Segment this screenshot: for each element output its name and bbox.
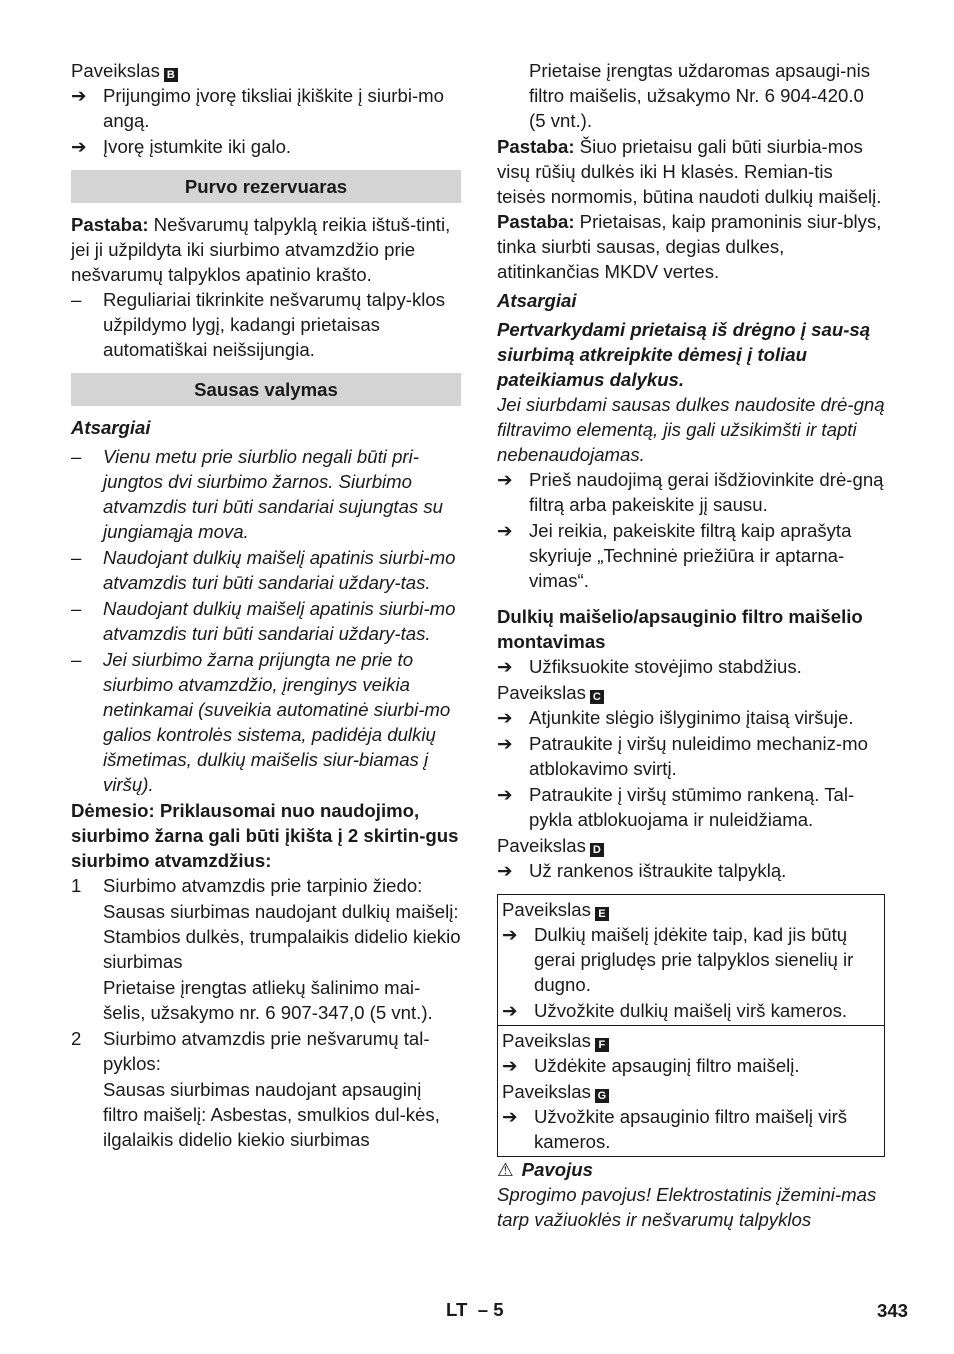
arrow-icon: ➔ bbox=[502, 1106, 518, 1127]
list-item: ➔ Prijungimo įvorę tiksliai įkiškite į siurbi-mo angą. bbox=[71, 85, 444, 131]
page-number: 343 bbox=[877, 1300, 909, 1321]
instruction-box bbox=[497, 894, 885, 1157]
figure-ref-b: Paveikslas B bbox=[71, 58, 461, 83]
arrow-icon: ➔ bbox=[497, 784, 513, 805]
arrow-icon: ➔ bbox=[502, 1000, 518, 1021]
danger-label: ⚠ Pavojus bbox=[497, 1159, 593, 1180]
left-column bbox=[71, 58, 461, 1153]
sub-paragraph: Prietaise įrengtas atliekų šalinimo mai-šelis, užsakymo nr. 6 907-347,0 (5 vnt.). bbox=[103, 977, 433, 1023]
dash-marker: – bbox=[71, 289, 82, 310]
figure-ref-f: Paveikslas F bbox=[502, 1028, 880, 1053]
arrow-icon: ➔ bbox=[497, 656, 513, 677]
arrow-icon: ➔ bbox=[71, 136, 87, 157]
list-item: ➔ Uždėkite apsauginį filtro maišelį. bbox=[502, 1055, 800, 1076]
note-paragraph: Pastaba: Prietaisas, kaip pramoninis siur-blys, tinka siurbti sausas, degias dulkes, atitinkančias MKDV vertes. bbox=[497, 211, 882, 282]
note-paragraph: Pastaba: Nešvarumų talpyklą reikia ištuš-tinti, jei ji užpildyta iki siurbimo atvamzdžio prie nešvarumų talpyklos apatinio krašto. bbox=[71, 214, 451, 285]
list-item: ➔ Patraukite į viršų nuleidimo mechaniz-mo atblokavimo svirtį. bbox=[497, 733, 868, 779]
attention-paragraph: Dėmesio: Priklausomai nuo naudojimo, siurbimo žarna gali būti įkišta į 2 skirtin-gus siurbimo atvamzdžius: bbox=[71, 800, 459, 871]
caution-label: Atsargiai bbox=[71, 417, 151, 438]
warning-triangle-icon: ⚠ bbox=[497, 1159, 514, 1180]
note-paragraph: Pastaba: Šiuo prietaisu gali būti siurbia-mos visų rūšių dulkės iki H klasės. Remian-tis teisės normomis, būtina naudoti dulkių maišelį. bbox=[497, 136, 882, 207]
figure-key-b: B bbox=[164, 68, 178, 82]
right-column bbox=[497, 58, 885, 1232]
figure-ref-e: Paveikslas E bbox=[502, 897, 880, 922]
figure-ref-d: Paveikslas D bbox=[497, 833, 885, 858]
arrow-icon: ➔ bbox=[497, 520, 513, 541]
arrow-icon: ➔ bbox=[497, 469, 513, 490]
danger-text: Sprogimo pavojus! Elektrostatinis įžemini-mas tarp važiuoklės ir nešvarumų talpyklos bbox=[497, 1184, 877, 1230]
figure-key-e: E bbox=[595, 907, 609, 921]
list-item: ➔ Užvožkite dulkių maišelį virš kameros. bbox=[502, 1000, 848, 1021]
caution-label: Atsargiai bbox=[497, 290, 577, 311]
list-item: ➔ Užvožkite apsauginio filtro maišelį virš kameros. bbox=[502, 1106, 848, 1152]
sub-paragraph: Sausas siurbimas naudojant dulkių maišelį: Stambios dulkės, trumpalaikis didelio kiekio siurbimas bbox=[103, 901, 461, 972]
list-item: ➔ Dulkių maišelį įdėkite taip, kad jis būtų gerai prigludęs prie talpyklos sienelių ir dugno. bbox=[502, 924, 854, 995]
dash-marker: – bbox=[71, 547, 82, 568]
figure-ref-c: Paveikslas C bbox=[497, 680, 885, 705]
list-item: ➔ Užfiksuokite stovėjimo stabdžius. bbox=[497, 656, 802, 677]
arrow-icon: ➔ bbox=[71, 85, 87, 106]
list-item: – Jei siurbimo žarna prijungta ne prie to siurbimo atvamzdžio, įrenginys veikia netinkamai (suveikia automatinė siurbi-mo galios kontrolės sistema, padidėja dulkių išmetimas, dulkių maišelis siur-biamas į viršų). bbox=[71, 649, 451, 795]
figure-ref-g: Paveikslas G bbox=[502, 1079, 880, 1104]
footer-language-marker: LT – 5 bbox=[446, 1299, 504, 1320]
list-item: ➔ Už rankenos ištraukite talpyklą. bbox=[497, 860, 787, 881]
item-number: 2 bbox=[71, 1028, 82, 1049]
list-item: – Vienu metu prie siurblio negali būti pri-jungtos dvi siurbimo žarnos. Siurbimo atvamzdis turi būti sandariai sujungtas su jungiamąja mova. bbox=[71, 446, 444, 542]
dash-marker: – bbox=[71, 649, 82, 670]
sub-paragraph: Prietaise įrengtas uždaromas apsaugi-nis filtro maišelis, užsakymo Nr. 6 904-420.0 (5 vnt.). bbox=[529, 60, 871, 131]
caution-heading: Pertvarkydami prietaisą iš drėgno į sau-są siurbimą atkreipkite dėmesį į toliau pateikiamus dalykus. bbox=[497, 319, 871, 390]
box-section-e bbox=[498, 895, 884, 1025]
figure-key-d: D bbox=[590, 843, 604, 857]
list-item: ➔ Įvorę įstumkite iki galo. bbox=[71, 136, 292, 157]
arrow-icon: ➔ bbox=[502, 924, 518, 945]
figure-key-c: C bbox=[590, 690, 604, 704]
list-item: – Reguliariai tikrinkite nešvarumų talpy-klos užpildymo lygį, kadangi prietaisas automatiškai neišsijungia. bbox=[71, 289, 446, 360]
dash-marker: – bbox=[71, 598, 82, 619]
sub-paragraph: Sausas siurbimas naudojant apsauginį filtro maišelį: Asbestas, smulkios dul-kės, ilgalaikis didelio kiekio siurbimas bbox=[103, 1079, 440, 1150]
box-section-fg bbox=[498, 1025, 884, 1156]
list-item: ➔ Atjunkite slėgio išlyginimo įtaisą viršuje. bbox=[497, 707, 854, 728]
arrow-icon: ➔ bbox=[497, 860, 513, 881]
arrow-icon: ➔ bbox=[502, 1055, 518, 1076]
section-heading-sausas: Sausas valymas bbox=[71, 373, 461, 406]
dash-marker: – bbox=[71, 446, 82, 467]
numbered-item: 1 Siurbimo atvamzdis prie tarpinio žiedo: bbox=[71, 875, 423, 896]
list-item: ➔ Patraukite į viršų stūmimo rankeną. Tal-pykla atblokuojama ir nuleidžiama. bbox=[497, 784, 855, 830]
item-number: 1 bbox=[71, 875, 82, 896]
numbered-item: 2 Siurbimo atvamzdis prie nešvarumų tal-pyklos: bbox=[71, 1028, 430, 1074]
figure-key-g: G bbox=[595, 1089, 609, 1103]
list-item: ➔ Jei reikia, pakeiskite filtrą kaip aprašyta skyriuje „Techninė priežiūra ir aptarna-vimas“. bbox=[497, 520, 852, 591]
section-heading-purvo: Purvo rezervuaras bbox=[71, 170, 461, 203]
arrow-icon: ➔ bbox=[497, 733, 513, 754]
list-item: ➔ Prieš naudojimą gerai išdžiovinkite drė-gną filtrą arba pakeiskite jį sausu. bbox=[497, 469, 884, 515]
list-item: – Naudojant dulkių maišelį apatinis siurbi-mo atvamzdis turi būti sandariai uždary-tas. bbox=[71, 547, 456, 593]
figure-key-f: F bbox=[595, 1038, 609, 1052]
arrow-icon: ➔ bbox=[497, 707, 513, 728]
subsection-heading: Dulkių maišelio/apsauginio filtro maišelio montavimas bbox=[497, 606, 863, 652]
caution-text: Jei siurbdami sausas dulkes naudosite drė-gną filtravimo elementą, jis gali užsikimšti ir tapti nebenaudojamas. bbox=[497, 394, 885, 465]
list-item: – Naudojant dulkių maišelį apatinis siurbi-mo atvamzdis turi būti sandariai uždary-tas. bbox=[71, 598, 456, 644]
